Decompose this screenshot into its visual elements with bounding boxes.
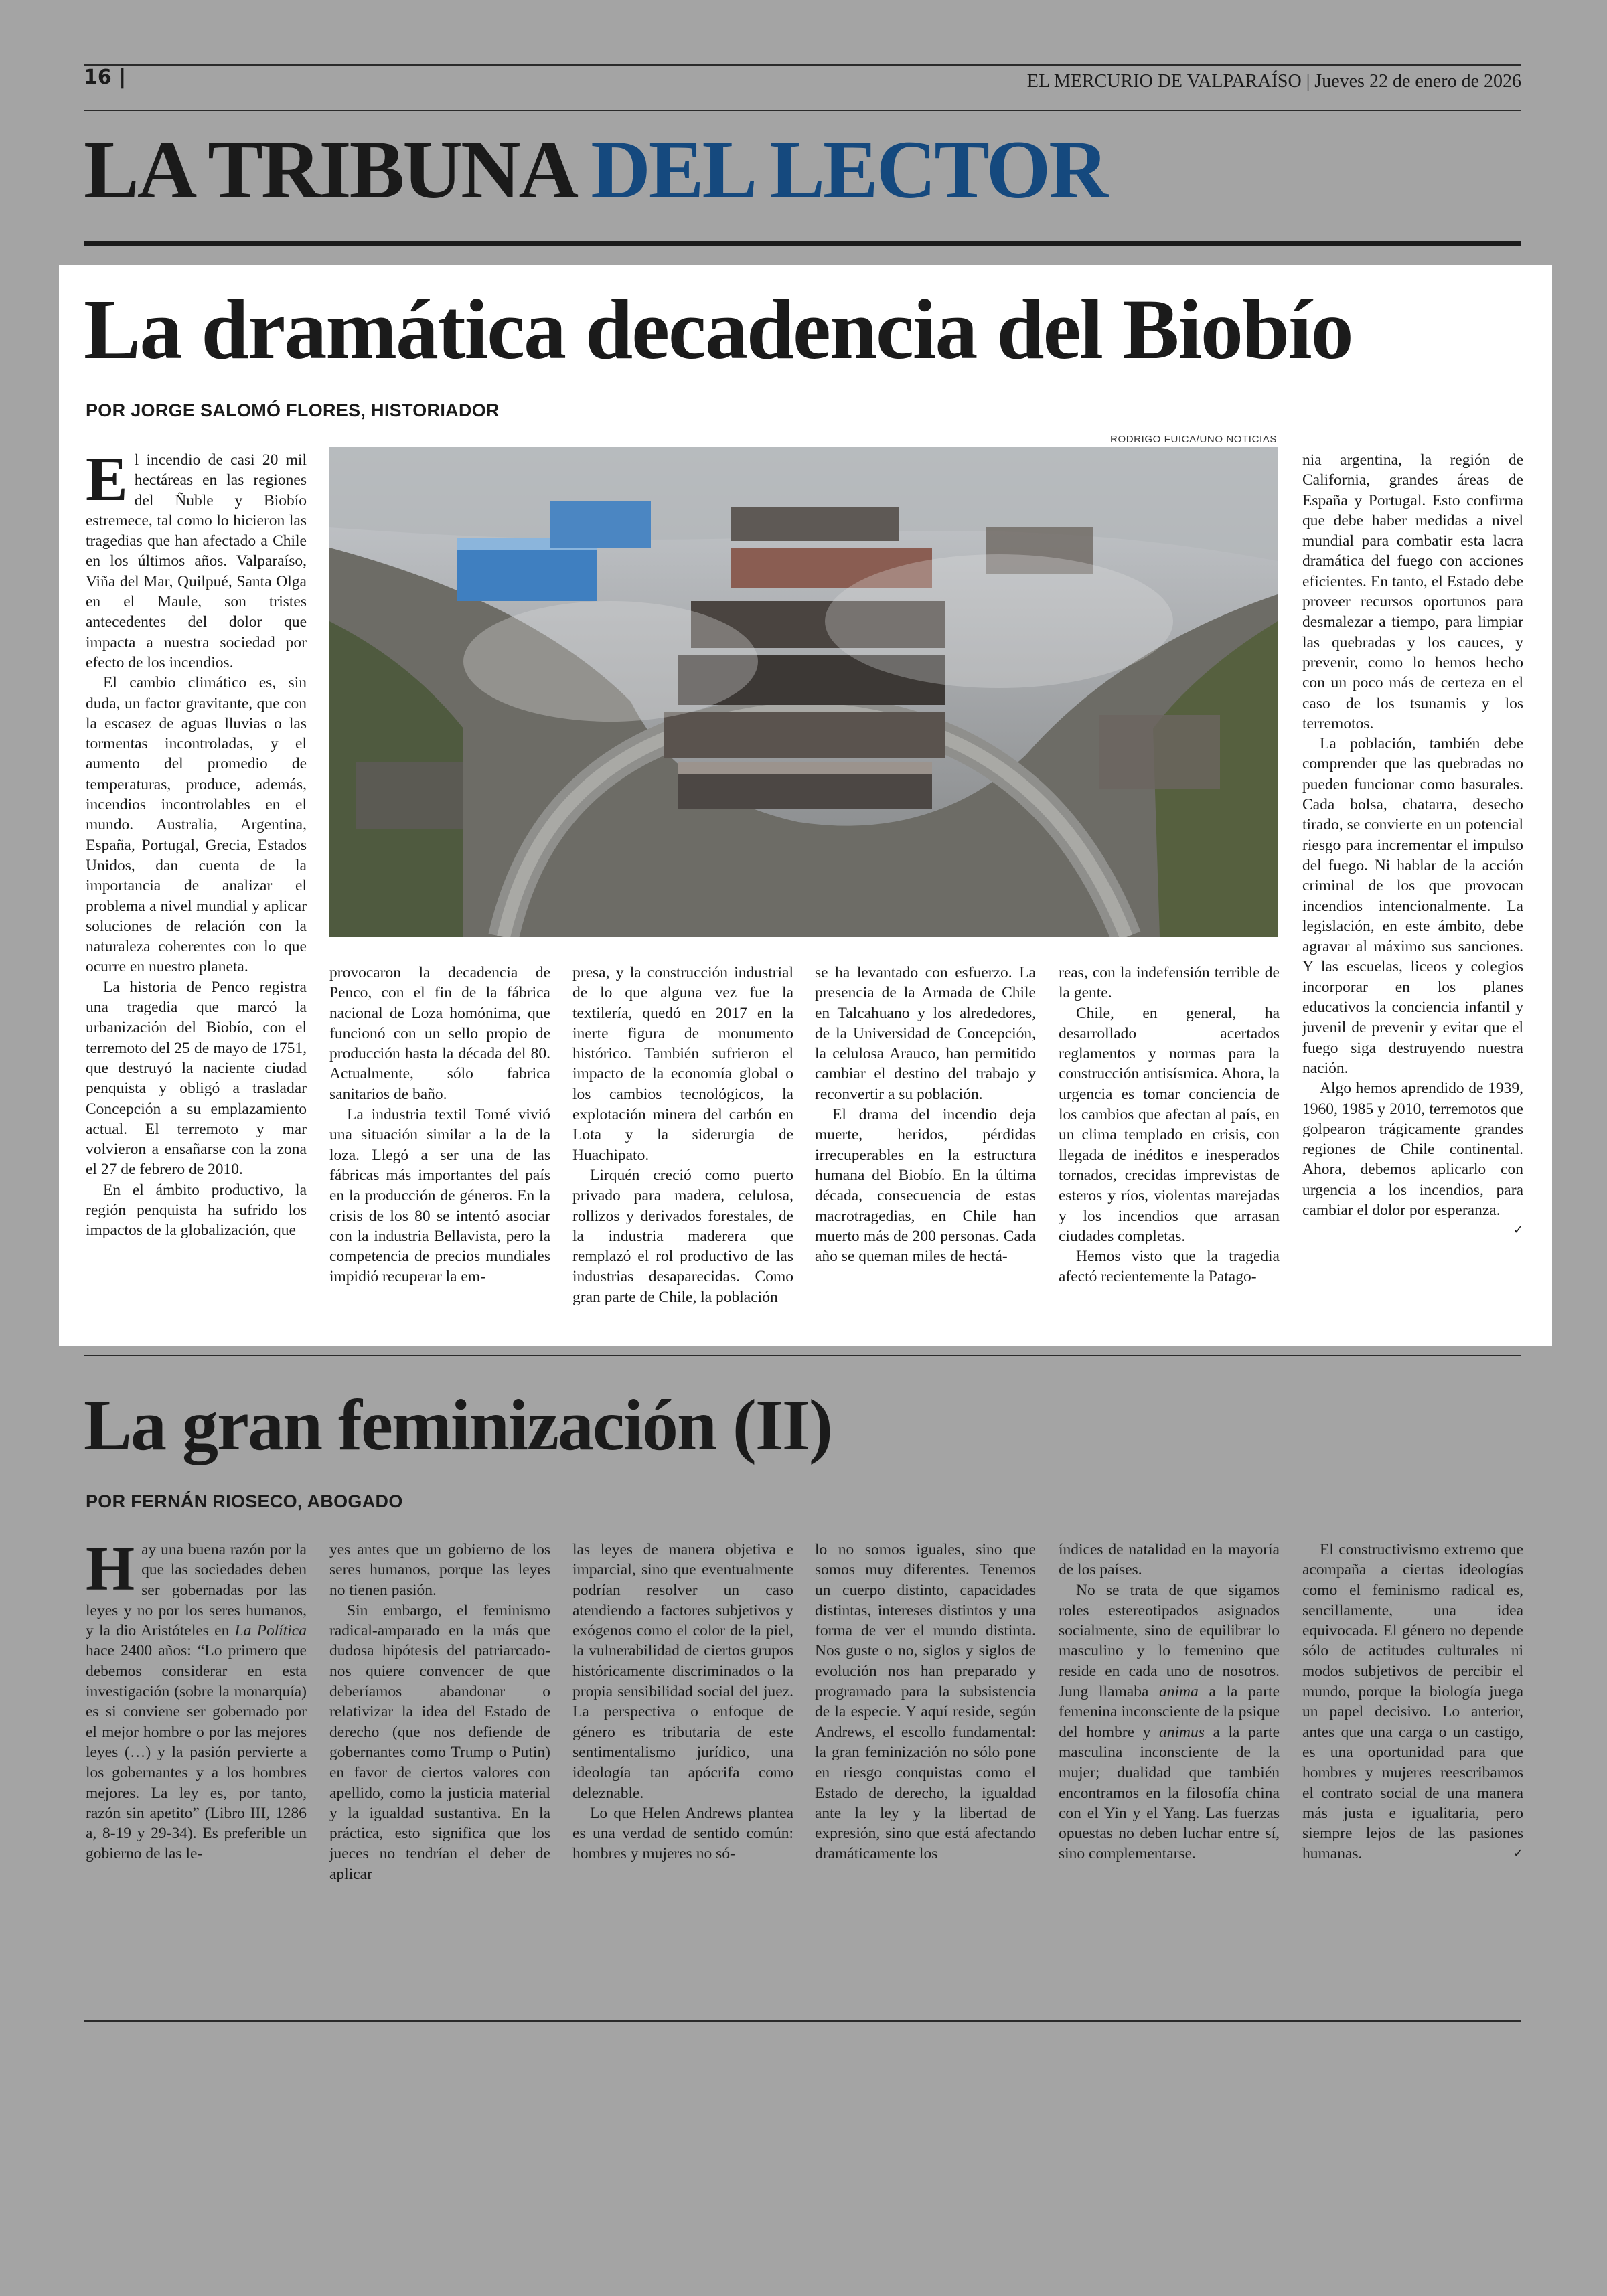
article-divider-rule [84,1355,1521,1356]
article1-byline: POR JORGE SALOMÓ FLORES, HISTORIADOR [86,400,500,420]
article1-paragraph: Chile, en general, ha desarrollado acertados reglamentos y normas para la construcción antisísmica. Ahora, la urgencia es tomar conciencia de los cambios que afectan al país, en un clima templado en crisis, con llegada de inéditos e inesperados tornados, crecidas imprevistas de esteros y ríos, violentas marejadas y los incendios que arrasan ciudades completas. [1059,1004,1280,1245]
article2-title: La gran feminización (II) [84,1386,832,1465]
article2-paragraph: yes antes que un gobierno de los seres humanos, porque las leyes no tienen pasión. [329,1541,550,1599]
article2-dropcap: H [86,1540,135,1604]
article2-paragraph: lo no somos iguales, sino que somos muy diferentes. Tenemos un cuerpo distinto, capacidades distintas, intereses distintos y una forma de ver el mundo distinta. Nos guste o no, siglos y siglos de evolución nos han preparado y programado para la subsistencia de la especie. Y aquí reside, según Andrews, el escollo fundamental: la gran feminización no sólo pone en riesgo conquistas como el Estado de derecho, la igualdad ante la ley y la libertad de expresión, sino que está afectando dramáticamente los [815,1541,1036,1863]
end-mark-icon: ✓ [1513,1846,1523,1861]
article2-paragraph: las leyes de manera objetiva e imparcial, sino que eventualmente podrían resolver un caso atendiendo a factores subjetivos y exógenos como el color de la piel, la vulnerabilidad de ciertos grupos históricamente discriminados o la propia sensibilidad social del juez. La perspectiva o enfoque de género es tributaria de este sentimentalismo jurídico, una ideología tan apócrifa como deleznable. [572,1541,793,1802]
article1-paragraph: nia argentina, la región de California, grandes áreas de España y Portugal. Esto confirma que debe haber medidas a nivel mundial para combatir esta lacra dramática del fuego con acciones eficientes. En tanto, el Estado debe proveer recursos oportunos para desmalezar a tiempo, para limpiar las quebradas y los cauces, y prevenir, como lo hemos hecho con un poco más de certeza en el caso de los tsunamis y los terremotos. [1302,451,1523,732]
article1-paragraph: Lirquén creció como puerto privado para madera, celulosa, rollizos y derivados forestales, de la industria maderera que remplazó el rol productivo de las industrias desaparecidas. Como gran parte de Chile, la población [572,1166,793,1306]
section-masthead [84,124,1107,216]
article2-paragraph: a la parte femenina inconsciente de la psique del hombre y [1059,1683,1280,1741]
article1-column-3 [572,963,793,1327]
photo-credit: RODRIGO FUICA/UNO NOTICIAS [1110,434,1277,445]
book-title: La Política [234,1622,307,1640]
article1-paragraph: presa, y la construcción industrial de lo que alguna vez fue la textilería, quedó en 2017 en la inerte figura de monumento histórico. También sufrieron el impacto de la economía global o los cambios tecnológicos, la explotación minera del carbón en Lota y la siderurgia de Huachipato. [572,964,793,1164]
article2-paragraph: Sin embargo, el feminismo radical-amparado en la más que dudosa hipótesis del patriarcado-nos quiere convencer de que deberíamos abandonar o relativizar la idea del Estado de derecho (que nos defiende de gobernantes como Trump o Putin) en favor de ciertos valores con apellido, como la justicia material y la igualdad sustantiva. En la práctica, esto significa que los jueces no tendrían el deber de aplicar [329,1601,550,1883]
article1-paragraph: Hemos visto que la tragedia afectó recientemente la Patago- [1059,1248,1280,1286]
masthead-del-lector: DEL LECTOR [591,124,1107,216]
bottom-rule [84,2020,1521,2022]
article1-paragraph: El drama del incendio deja muerte, heridos, pérdidas irrecuperables en la estructura humana del Biobío. En la última década, consecuencia de estas macrotragedias, en Chile han muerto más de 200 personas. Cada año se queman miles de hectá- [815,1106,1036,1266]
article1-paragraph: En el ámbito productivo, la región penquista ha sufrido los impactos de la globalización, que [86,1181,307,1240]
article1-paragraph: La industria textil Tomé vivió una situación similar a la de la loza. Llegó a ser una de las fábricas más importantes del país en la producción de géneros. En la crisis de los 80 se intentó asociar con la industria Bellavista, pero la competencia de precios mundiales impidió recuperar la em- [329,1106,550,1286]
fire-aerial-photo [329,447,1278,937]
article1-paragraph: La historia de Penco registra una tragedia que marcó la urbanización del Biobío, con el terremoto del 25 de mayo de 1751, que destruyó la naciente ciudad penquista y obligó a trasladar Concepción a su emplazamiento actual. El terremoto y mar volvieron a ensañarse con la zona el 27 de febrero de 2010. [86,978,307,1179]
article1-column-5 [1059,963,1280,1327]
article1-paragraph: provocaron la decadencia de Penco, con el fin de la fábrica nacional de Loza homónima, que funcionó con un sello propio de producción hasta la década del 80. Actualmente, sólo fabrica sanitarios de baño. [329,964,550,1103]
page-number: 16 | [84,66,127,89]
article1-column-4 [815,963,1036,1327]
dateline: EL MERCURIO DE VALPARAÍSO | Jueves 22 de enero de 2026 [1026,71,1521,92]
top-rule [84,64,1521,66]
article1-column-2 [329,963,550,1327]
article1-dropcap: E [86,450,128,514]
article1-paragraph: se ha levantado con esfuerzo. La presencia de la Armada de Chile en Talcahuano y los alrededores, de la Universidad de Concepción, la celulosa Arauco, han permitido cambiar el destino del trabajo y reconvertir a su población. [815,964,1036,1103]
article1-paragraph: reas, con la indefensión terrible de la gente. [1059,964,1280,1002]
article2-paragraph: El constructivismo extremo que acompaña a ciertas ideologías como el feminismo radical es, sencillamente, una idea equivocada. El género no depende sólo de actitudes culturales ni modos subjetivos de percibir el mundo, porque la biología juega un papel decisivo. Lo anterior, antes que una carga o un castigo, es una oportunidad para que hombres y mujeres reescribamos el contrato social de una manera más justa e igualitaria, pero siempre lejos de las pasiones humanas. [1302,1541,1523,1863]
article1-column-6 [1302,450,1523,1327]
article1-paragraph: l incendio de casi 20 mil hectáreas en las regiones del Ñuble y Biobío estremece, tal como lo hicieron las tragedias que han afectado a Chile en los últimos años. Valparaíso, Viña del Mar, Quilpué, Santa Olga en el Maule, son tristes antecedentes del dolor que impacta a nuestra sociedad por efecto de los incendios. [86,451,307,671]
article1-paragraph: La población, también debe comprender que las quebradas no pueden funcionar como basurales. Cada bolsa, chatarra, desecho tirado, se convierte en un potencial riesgo para incrementar el impulso del fuego. Ni hablar de la acción criminal de los que provocan incendios intencionalmente. La legislación, en este ámbito, debe agravar al máximo sus sanciones. Y las escuelas, liceos y colegios incorporar en los planes educativos la conciencia infantil y juvenil de prevenir y evitar que el fuego siga destruyendo nuestra nación. [1302,735,1523,1077]
article2-paragraph: Lo que Helen Andrews plantea es una verdad de sentido común: hombres y mujeres no só- [572,1804,793,1863]
article1-paragraph: El cambio climático es, sin duda, un factor gravitante, que con la escasez de aguas lluvias o las tormentas incontroladas, y el aumento del promedio de temperaturas, produce, además, incendios incontrolables en el mundo. Australia, Argentina, España, Portugal, Grecia, Estados Unidos, dan cuenta de la importancia de analizar el problema a nivel mundial y aplicar soluciones de relación con la naturaleza coherentes con lo que ocurre en nuestro planeta. [86,674,307,976]
masthead-la-tribuna: LA TRIBUNA [84,124,572,216]
article2-paragraph: hace 2400 años: “Lo primero que debemos considerar en esta investigación (sobre la monarquía) es si conviene ser gobernado por el mejor hombre o por las mejores leyes (…) y la pasión pervierte a los gobernantes y a los hombres mejores. La ley es, por tanto, razón sin apetito” (Libro III, 1286 a, 8-19 y 29-34). Es preferible un gobierno de las le- [86,1642,307,1863]
term-anima: anima [1159,1683,1199,1701]
masthead-rule [84,241,1521,246]
term-animus: animus [1159,1723,1205,1741]
article1-paragraph: Algo hemos aprendido de 1939, 1960, 1985 y 2010, terremotos que golpearon trágicamente grandes regiones de Chile continental. Ahora, debemos aplicarlo con urgencia a los incendios, para cambiar el dolor por esperanza. [1302,1080,1523,1219]
article2-paragraph: ay una buena razón por la que las sociedades deben ser gobernadas por las leyes y no por los seres humanos, y la dio Aristóteles en [86,1541,307,1640]
article2-column-4 [815,1540,1036,1914]
article1-title: La dramática decadencia del Biobío [84,282,1353,377]
article2-column-2 [329,1540,550,1914]
article2-column-1 [86,1540,307,1914]
article2-paragraph: a la parte masculina inconsciente de la mujer; dualidad que también encontramos en la filosofía china con el Yin y el Yang. Las fuerzas opuestas no deben luchar entre sí, sino complementarse. [1059,1723,1280,1863]
article2-column-3 [572,1540,793,1914]
header-rule [84,110,1521,111]
burned-neighborhood-illustration [329,447,1278,937]
article2-column-6 [1302,1540,1523,1914]
article2-byline: POR FERNÁN RIOSECO, ABOGADO [86,1491,403,1511]
article2-paragraph: No se trata de que sigamos roles estereotipados asignados socialmente, sino de equilibrar lo masculino y lo femenino que reside en cada uno de nosotros. Jung llamaba [1059,1581,1280,1701]
end-mark-icon: ✓ [1513,1223,1523,1238]
article1-column-1 [86,450,307,1327]
article2-paragraph: índices de natalidad en la mayoría de los países. [1059,1541,1280,1579]
article2-column-5 [1059,1540,1280,1914]
